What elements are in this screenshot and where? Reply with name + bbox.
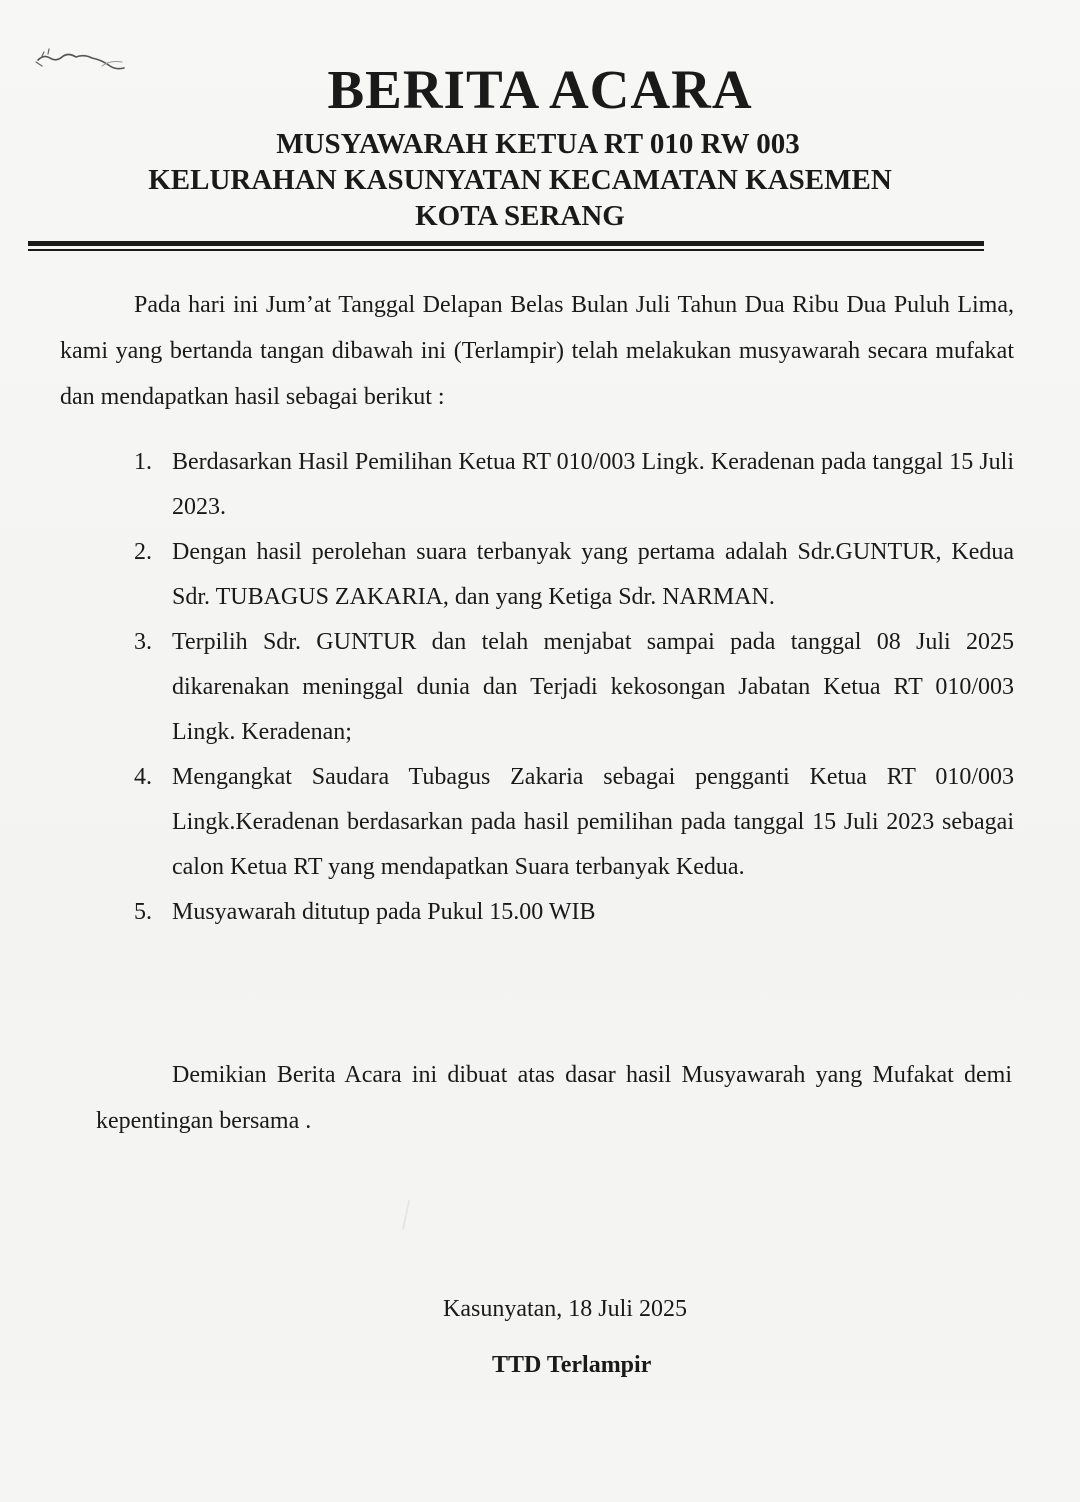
list-item-number: 5. bbox=[134, 899, 152, 925]
subtitle-line-1: MUSYAWARAH KETUA RT 010 RW 003 bbox=[276, 128, 800, 160]
subtitle-line-2: KELURAHAN KASUNYATAN KECAMATAN KASEMEN bbox=[148, 164, 892, 196]
list-item-number: 4. bbox=[134, 764, 152, 790]
list-item-number: 2. bbox=[134, 539, 152, 565]
subtitle-line-3: KOTA SERANG bbox=[415, 200, 625, 232]
signature-note: TTD Terlampir bbox=[492, 1352, 652, 1378]
list-item bbox=[130, 440, 1014, 530]
list-item bbox=[130, 890, 1014, 935]
results-list bbox=[130, 440, 1014, 935]
list-item-text: Terpilih Sdr. GUNTUR dan telah menjabat sampai pada tanggal 08 Juli 2025 dikarenakan meninggal dunia dan Terjadi kekosongan Jabatan Ketua RT 010/003 Lingk. Keradenan; bbox=[172, 629, 1014, 745]
list-item-text: Mengangkat Saudara Tubagus Zakaria sebagai pengganti Ketua RT 010/003 Lingk.Keradenan berdasarkan pada hasil pemilihan pada tanggal 15 Juli 2023 sebagai calon Ketua RT yang mendapatkan Suara terbanyak Kedua. bbox=[172, 764, 1014, 880]
list-item-number: 1. bbox=[134, 449, 152, 475]
closing-paragraph: Demikian Berita Acara ini dibuat atas dasar hasil Musyawarah yang Mufakat demi kepentingan bersama . bbox=[96, 1062, 1012, 1134]
list-item-number: 3. bbox=[134, 629, 152, 655]
place-date: Kasunyatan, 18 Juli 2025 bbox=[443, 1296, 687, 1322]
intro-paragraph: Pada hari ini Jum’at Tanggal Delapan Belas Bulan Juli Tahun Dua Ribu Dua Puluh Lima, kami yang bertanda tangan dibawah ini (Terlampir) telah melakukan musyawarah secara mufakat dan mendapatkan hasil sebagai berikut : bbox=[60, 292, 1014, 410]
document-title: BERITA ACARA bbox=[327, 59, 753, 120]
list-item-text: Berdasarkan Hasil Pemilihan Ketua RT 010/003 Lingk. Keradenan pada tanggal 15 Juli 2023. bbox=[172, 449, 1014, 520]
list-item bbox=[130, 530, 1014, 620]
list-item-text: Musyawarah ditutup pada Pukul 15.00 WIB bbox=[172, 899, 596, 925]
header-divider-thick bbox=[28, 241, 984, 246]
list-item-text: Dengan hasil perolehan suara terbanyak yang pertama adalah Sdr.GUNTUR, Kedua Sdr. TUBAGUS ZAKARIA, dan yang Ketiga Sdr. NARMAN. bbox=[172, 539, 1014, 610]
header-divider-thin bbox=[28, 249, 984, 251]
paper-crease bbox=[402, 1200, 410, 1230]
list-item bbox=[130, 620, 1014, 755]
list-item bbox=[130, 755, 1014, 890]
